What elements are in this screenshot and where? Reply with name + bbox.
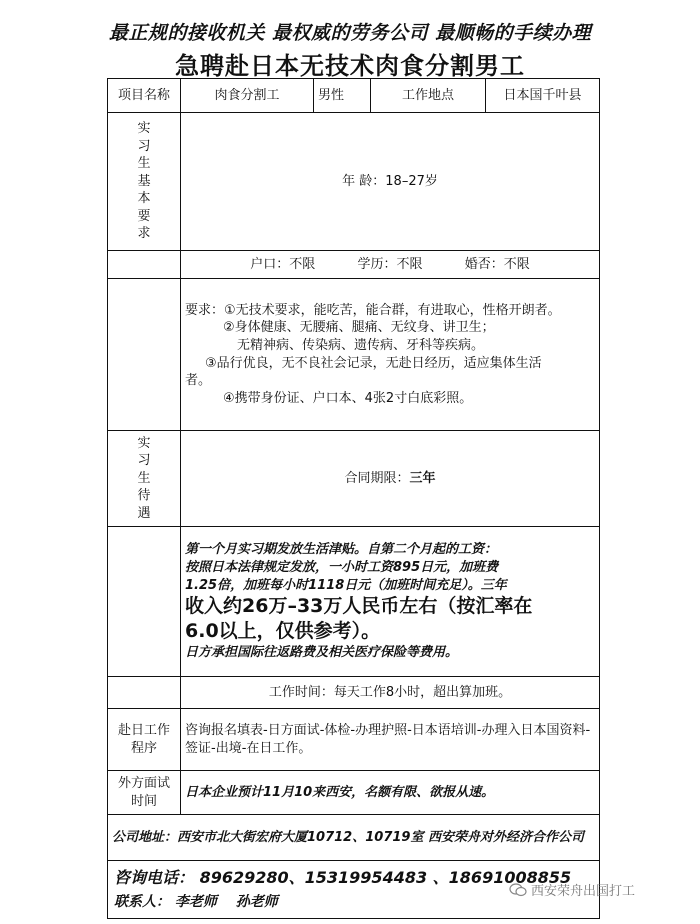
- info-row: [108, 79, 600, 113]
- empty-label-cell: [108, 677, 181, 709]
- watermark-text: 西安荣舟出国打工: [531, 884, 636, 899]
- empty-label-cell: [108, 527, 181, 677]
- company-address: 公司地址：西安市北大街宏府大厦10712、10719室 西安荣舟对外经济合作公司: [108, 815, 600, 861]
- location-label: 工作地点: [371, 79, 486, 113]
- interview-time: 日本企业预计11月10来西安，名额有限、欲报从速。: [181, 771, 600, 815]
- salary-line: 日方承担国际往返路费及相关医疗保险等费用。: [185, 645, 459, 661]
- contract-label: 合同期限：: [344, 470, 410, 486]
- contact-persons: 联系人： 李老师 孙老师: [114, 893, 278, 910]
- process-steps: 咨询报名填表-日方面试-体检-办理护照-日本语培训-办理入日本国资料-签证-出境-在日工作。: [181, 709, 600, 771]
- hukou-value: 户口：不限: [250, 256, 316, 272]
- project-value: 肉食分割工: [181, 79, 314, 113]
- requirement-line: 无精神病、传染病、遗传病、牙科等疾病。: [237, 337, 485, 353]
- process-label: 赴日工作 程序: [108, 709, 181, 771]
- age-requirement: 年 龄：18–27岁: [181, 113, 600, 251]
- salary-line: 第一个月实习期发放生活津贴。自第二个月起的工资：: [185, 542, 498, 558]
- detailed-requirements: [181, 279, 600, 431]
- salary-line: 6.0以上，仅供参考）。: [185, 620, 381, 643]
- page-title: 急聘赴日本无技术肉食分割男工: [175, 52, 525, 80]
- contract-term: [181, 431, 600, 527]
- empty-label-cell: [108, 251, 181, 279]
- basic-requirements-label: 实 习 生 基 本 要 求: [108, 113, 181, 251]
- recruitment-table: [107, 78, 600, 919]
- project-label: 项目名称: [108, 79, 181, 113]
- gender-value: 男性: [314, 79, 371, 113]
- slogan: 最正规的接收机关 最权威的劳务公司 最顺畅的手续办理: [108, 22, 592, 44]
- basic-conditions: [181, 251, 600, 279]
- requirement-line: ②身体健康、无腰痛、腿痛、无纹身、讲卫生；: [223, 320, 495, 336]
- salary-line: 按照日本法律规定发放，一小时工资895日元，加班费: [185, 559, 499, 575]
- requirement-line: 者。: [185, 373, 212, 389]
- phone-numbers: 咨询电话： 89629280、15319954483 、18691008855: [114, 868, 572, 888]
- work-time: 工作时间：每天工作8小时，超出算加班。: [181, 677, 600, 709]
- treatment-label: 实 习 生 待 遇: [108, 431, 181, 527]
- interview-label: 外方面试 时间: [108, 771, 181, 815]
- requirement-line: ④携带身份证、户口本、4张2寸白底彩照。: [223, 390, 473, 406]
- salary-line: 1.25倍，加班每小时1118日元（加班时间充足）。三年: [185, 577, 507, 593]
- requirement-line: ③品行优良，无不良社会记录，无赴日经历，适应集体生活: [205, 355, 542, 371]
- watermark: [509, 880, 635, 899]
- salary-line: 收入约26万–33万人民币左右（按汇率在: [185, 595, 533, 618]
- location-value: 日本国千叶县: [486, 79, 600, 113]
- requirement-line: 要求：①无技术要求，能吃苦，能合群，有进取心，性格开朗者。: [185, 302, 561, 318]
- education-value: 学历：不限: [357, 256, 423, 272]
- empty-label-cell: [108, 279, 181, 431]
- salary-info: [181, 527, 600, 677]
- contract-value: 三年: [409, 470, 436, 486]
- marital-value: 婚否：不限: [464, 256, 530, 272]
- wechat-icon: [509, 883, 527, 897]
